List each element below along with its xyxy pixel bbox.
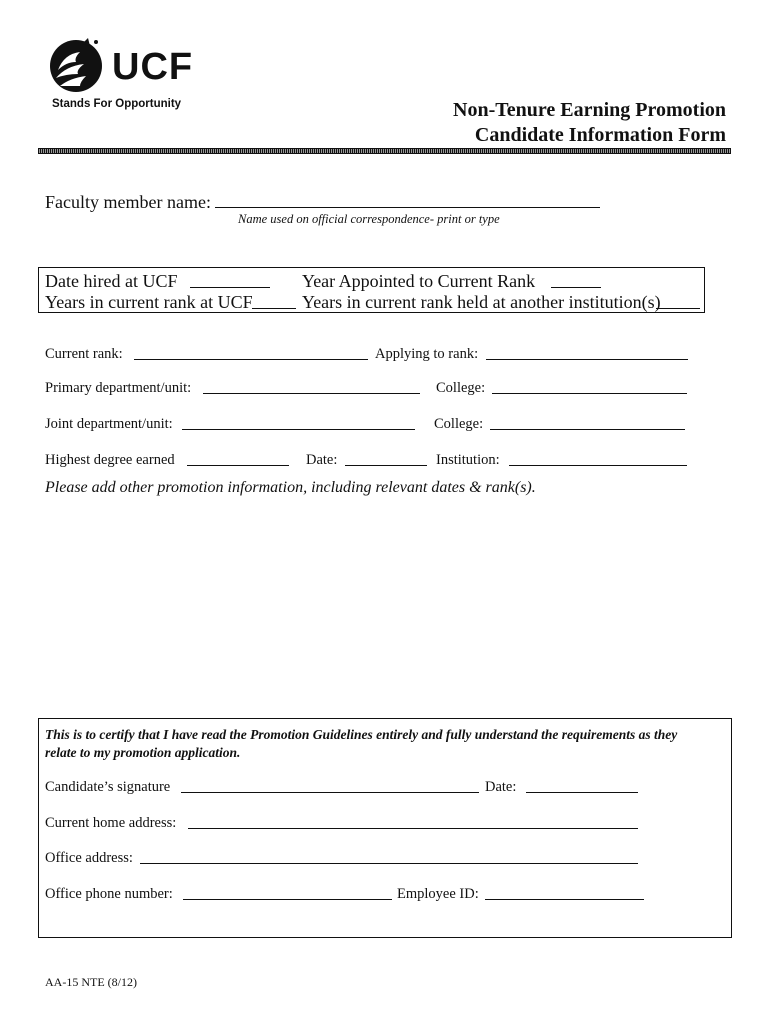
date-hired-field[interactable] [190,287,270,288]
employee-id-label: Employee ID: [397,886,479,902]
form-code: AA-15 NTE (8/12) [45,975,137,989]
promotion-info-instruction: Please add other promotion information, including relevant dates & rank(s). [45,479,536,496]
years-other-field[interactable] [656,308,700,309]
year-appointed-label: Year Appointed to Current Rank [302,271,536,291]
years-other-label: Years in current rank held at another institution(s) [302,292,661,312]
faculty-name-field[interactable] [215,207,600,208]
college-field[interactable] [492,393,687,394]
home-address-label: Current home address: [45,815,177,831]
degree-date-label: Date: [306,452,338,468]
logo-tagline: Stands For Opportunity [52,98,182,110]
office-phone-field[interactable] [183,899,392,900]
joint-college-label: College: [434,416,484,432]
signature-date-label: Date: [485,779,517,795]
year-appointed-field[interactable] [551,287,601,288]
form-title-line2: Candidate Information Form [474,124,726,146]
institution-label: Institution: [436,452,500,468]
applying-rank-label: Applying to rank: [375,346,479,362]
logo-wordmark: UCF [112,46,194,88]
primary-dept-label: Primary department/unit: [45,380,192,396]
date-hired-label: Date hired at UCF [45,271,178,291]
current-rank-label: Current rank: [45,346,123,362]
years-ucf-field[interactable] [252,308,296,309]
college-label: College: [436,380,486,396]
faculty-name-hint: Name used on official correspondence- print or type [238,212,500,226]
joint-college-field[interactable] [490,429,685,430]
employee-id-field[interactable] [485,899,644,900]
highest-degree-field[interactable] [187,465,289,466]
pegasus-icon [44,36,110,94]
primary-dept-field[interactable] [203,393,420,394]
office-address-label: Office address: [45,850,133,866]
institution-field[interactable] [509,465,687,466]
office-phone-label: Office phone number: [45,886,173,902]
signature-field[interactable] [181,792,479,793]
joint-dept-label: Joint department/unit: [45,416,173,432]
degree-date-field[interactable] [345,465,427,466]
applying-rank-field[interactable] [486,359,688,360]
promotion-info-area[interactable] [45,505,725,705]
joint-dept-field[interactable] [182,429,415,430]
office-address-field[interactable] [140,863,638,864]
current-rank-field[interactable] [134,359,368,360]
highest-degree-label: Highest degree earned [45,452,175,468]
years-ucf-label: Years in current rank at UCF [45,292,253,312]
certification-statement: This is to certify that I have read the Promotion Guidelines entirely and fully understand the requirements as they relate to my promotion application. [45,727,678,760]
faculty-name-label: Faculty member name: [45,192,211,212]
home-address-field[interactable] [188,828,638,829]
signature-date-field[interactable] [526,792,638,793]
signature-label: Candidate’s signature [45,779,171,795]
form-title-line1: Non-Tenure Earning Promotion [453,99,726,121]
header-divider [38,148,731,154]
ucf-logo [44,36,204,116]
